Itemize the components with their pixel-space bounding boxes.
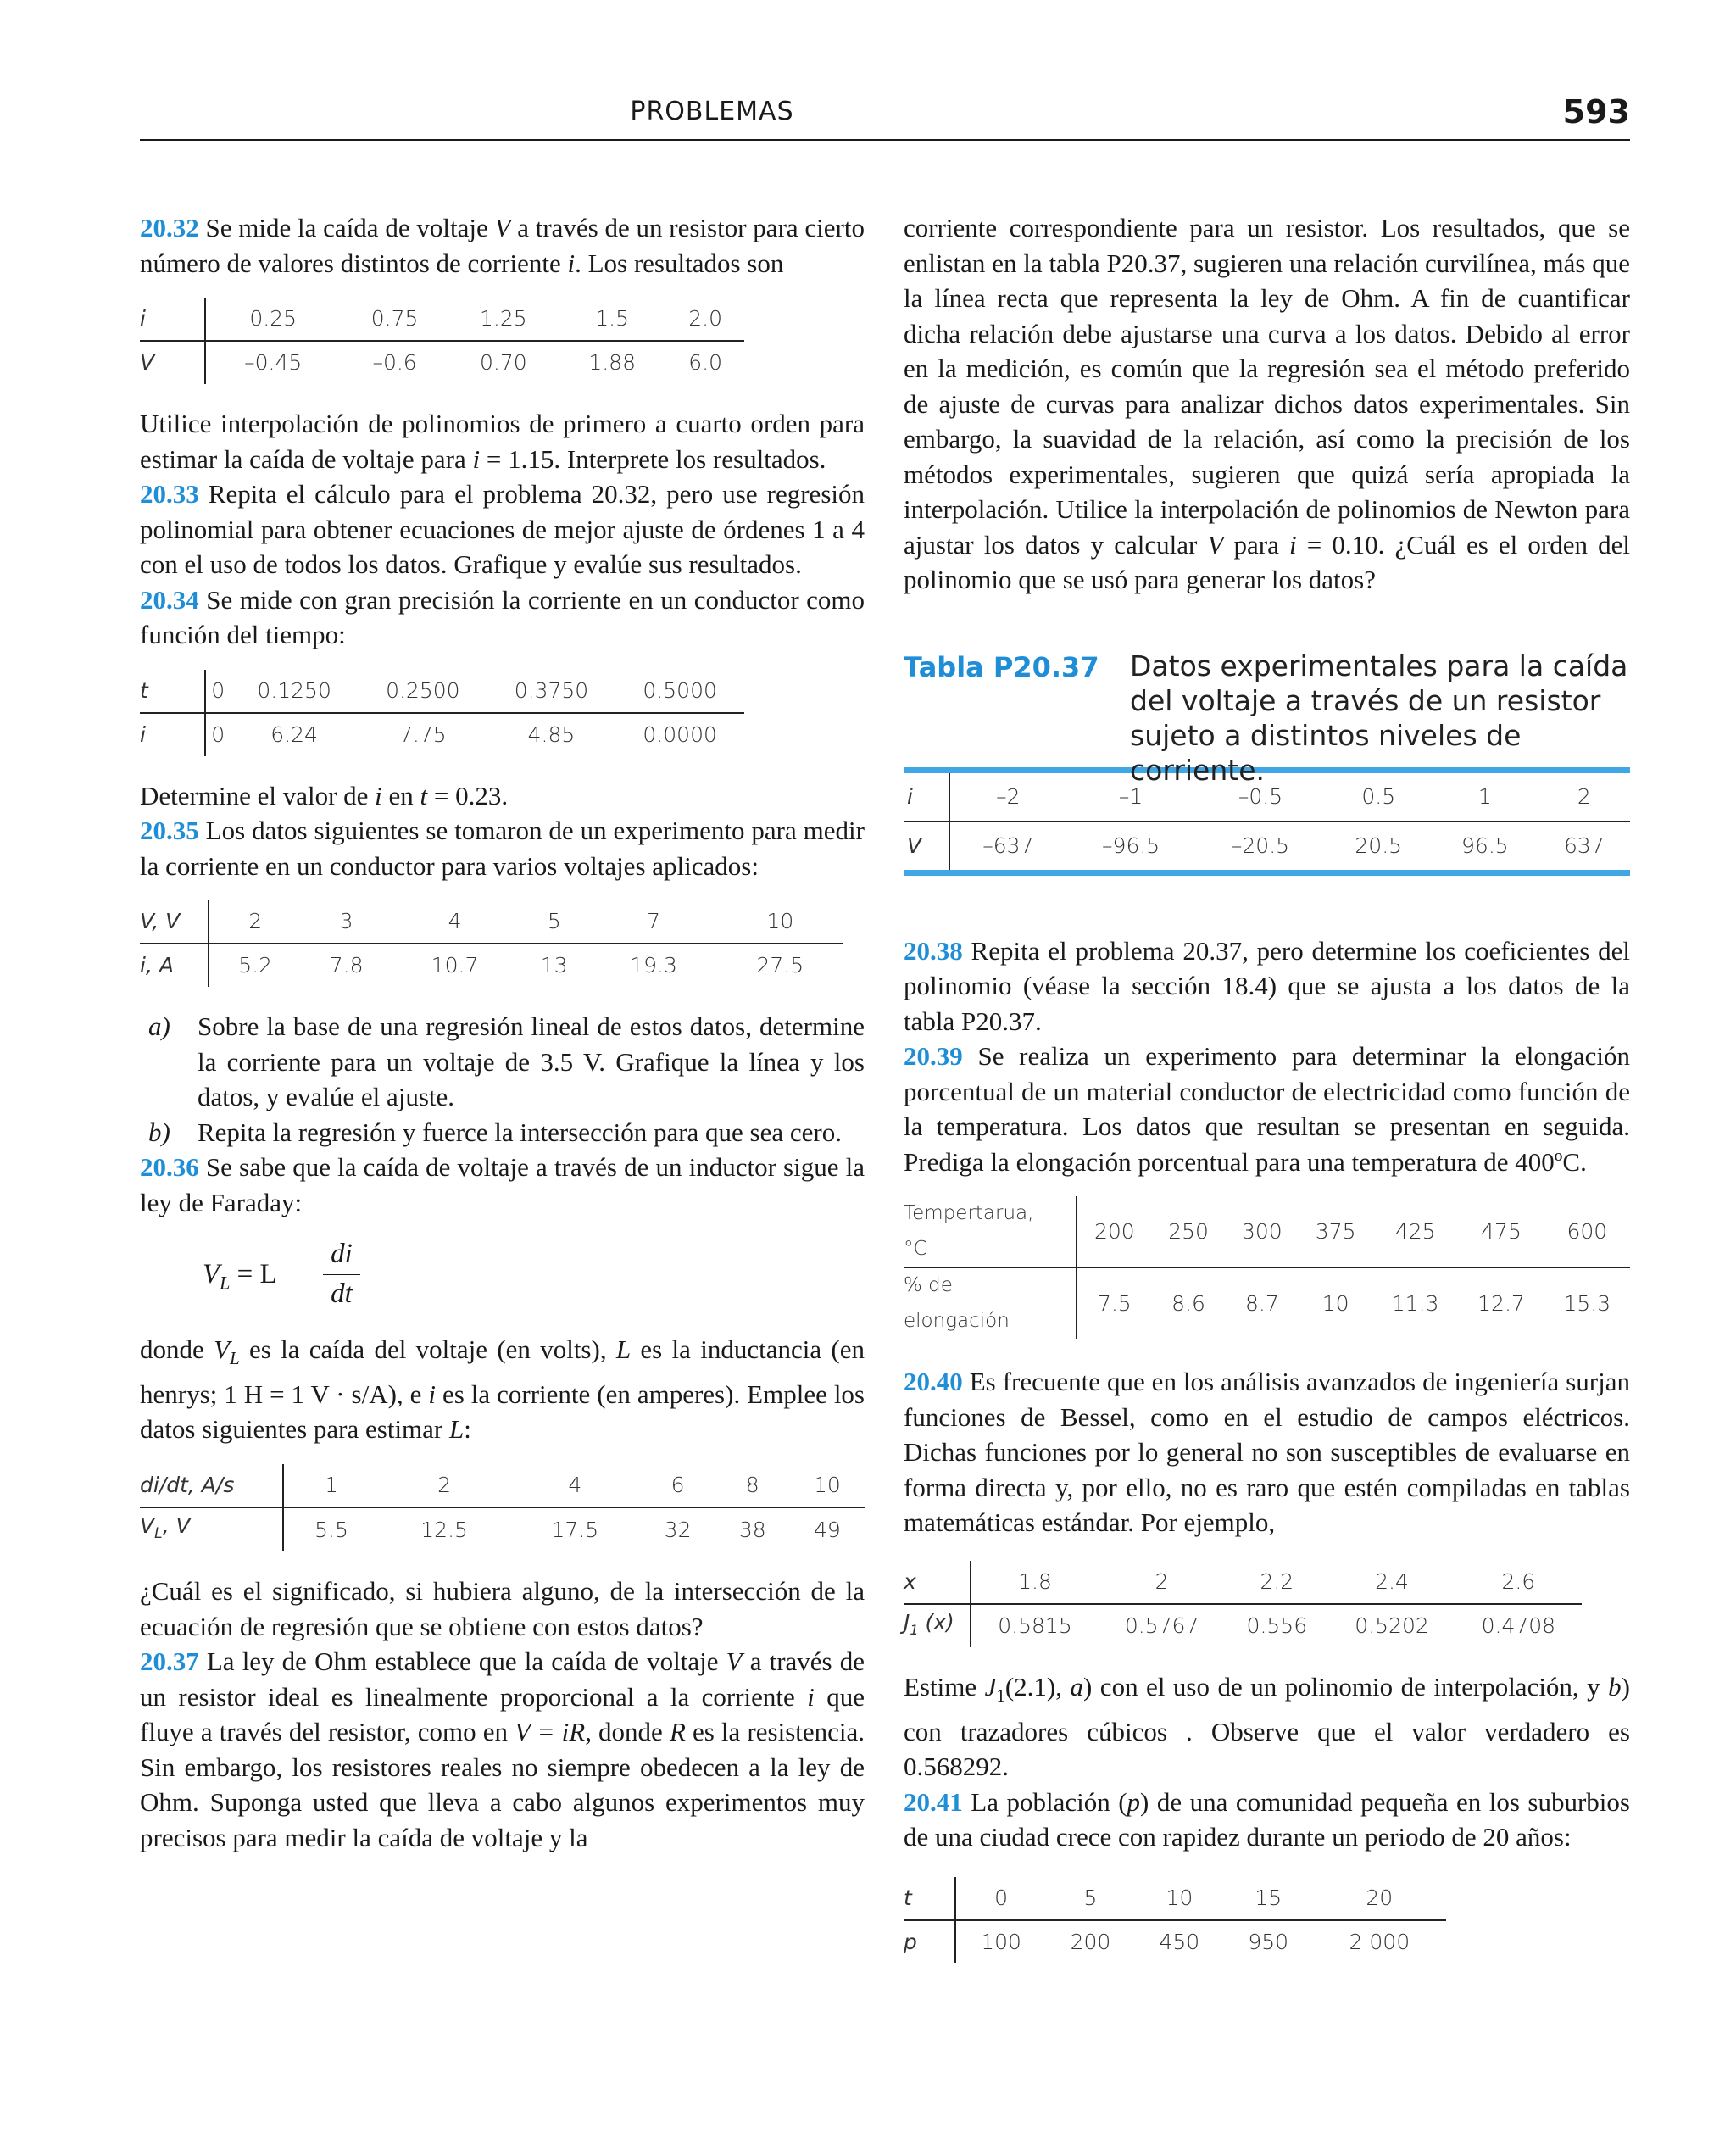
table-cell: 20.5 [1355, 833, 1403, 858]
problem-20-37-right: corriente correspondiente para un resistor. Los resultados, que se enlistan en la tabla P20.37, sugieren una relación curvilínea, más que la línea recta que representa la ley de Ohm. A fin de cuantificar dicha relación debe ajustarse una curva a los datos. Debido al error en la medición, es común que la regresión sea el método preferido de ajuste de curvas para analizar dichos datos experimentales. Sin embargo, la suavidad de la relación, así como la precisión de los métodos experimentales, sugieren que quizá sería apropiada la interpolación. Utilice la interpolación de polinomios de Newton para ajustar los datos y calcular V para i = 0.10. ¿Cuál es el orden del polinomio que se usó para generar los datos? [904, 213, 1630, 594]
table-cell: 200 [1070, 1929, 1111, 1954]
table-cell: 20 [1313, 1877, 1446, 1920]
table-cell: –0.5 [1196, 773, 1326, 822]
table-row [904, 1196, 1630, 1267]
table-row [140, 341, 744, 384]
table-cell: 250 [1152, 1196, 1226, 1267]
table-cell: 0.70 [480, 350, 527, 376]
table-cell: 2 [1538, 773, 1630, 822]
problem-20-36-question: ¿Cuál es el significado, si hubiera alguno, de la intersección de la ecuación de regresión que se obtiene con estos datos? [140, 1576, 865, 1641]
table-cell: 32 [664, 1517, 692, 1542]
table-cell: 4 [392, 900, 518, 944]
fraction: $\frac{di}{dt}$ [323, 1237, 360, 1312]
problem-number: 20.34 [140, 584, 199, 615]
table-cell: 8 [715, 1464, 790, 1507]
row-label: $J_1$ (x) [904, 1604, 971, 1648]
problem-20-37-left: 20.37 La ley de Ohm establece que la caída de voltaje V a través de un resistor ideal es linealmente proporcional a la corriente i que fluye a través del resistor, como en V = iR, donde R es la resistencia. Sin embargo, los resistores reales no siempre obedecen a la ley de Ohm. Suponga usted que lleva a cabo algunos experimentos muy precisos para medir la caída de voltaje y la [140, 1646, 865, 1852]
table-cell: –0.6 [372, 350, 417, 376]
problem-number: 20.38 [904, 935, 963, 966]
table-cell: 100 [981, 1929, 1021, 1954]
row-label: i [140, 298, 205, 341]
table-cell: 7.75 [398, 721, 447, 747]
table-20-32 [140, 298, 744, 384]
faraday-formula: $V_L = L$ $\frac{di}{dt}$ [203, 1237, 865, 1315]
row-label: V, V [140, 900, 209, 944]
table-cell: 10 [790, 1464, 865, 1507]
table-caption [904, 649, 1630, 787]
table-cell: 425 [1372, 1196, 1458, 1267]
row-label: x [904, 1561, 971, 1604]
table-cell: 0.5000 [615, 670, 744, 713]
table-cell: 0 [955, 1877, 1046, 1920]
page-header [140, 95, 1630, 141]
list-item-b: b) Repita la regresión y fuerce la intersección para que sea cero. [148, 1117, 842, 1147]
problem-20-36-explanation: donde $V_L$ es la caída del voltaje (en volts), L es la inductancia (en henrys; 1 H = 1 V · s/A), e i es la corriente (en amperes). Emplee los datos siguientes para estimar L: [140, 1334, 865, 1445]
table-cell: 2 000 [1349, 1929, 1410, 1954]
problem-20-41: 20.41 La población (p) de una comunidad pequeña en los suburbios de una ciudad crece con rapidez durante un periodo de 20 años: [904, 1786, 1630, 1852]
table-cell: 2.0 [666, 298, 744, 341]
table-row [140, 944, 843, 987]
table-cell: 0.1250 [230, 670, 359, 713]
problem-number: 20.40 [904, 1367, 963, 1396]
problem-20-35-intro: 20.35 Los datos siguientes se tomaron de un experimento para medir la corriente en un conductor para varios voltajes aplicados: [140, 816, 865, 881]
table-20-39 [904, 1196, 1630, 1339]
row-label: $V_L$, V [140, 1507, 283, 1552]
table-label: Tabla P20.37 [904, 650, 1099, 683]
table-cell: 13 [540, 953, 568, 978]
table-cell: 637 [1563, 833, 1605, 858]
table-cell: 0.5767 [1124, 1613, 1199, 1638]
table-cell: 950 [1248, 1929, 1289, 1954]
problem-20-36-intro: 20.36 Se sabe que la caída de voltaje a través de un inductor sigue la ley de Faraday: [140, 1152, 865, 1217]
table-row [904, 822, 1630, 870]
table-cell: 0.4708 [1481, 1613, 1556, 1638]
row-label: p [904, 1920, 955, 1963]
problem-20-40-question: Estime $J_1(2.1)$, a) con el uso de un polinomio de interpolación, y b) con trazadores cúbicos . Observe que el valor verdadero es 0.568292. [904, 1672, 1630, 1782]
table-20-41 [904, 1877, 1446, 1963]
table-cell: 7 [590, 900, 716, 944]
table-20-35 [140, 900, 843, 987]
table-cell: –2 [949, 773, 1066, 822]
table-cell: –0.45 [244, 350, 303, 376]
table-cell: 4 [509, 1464, 640, 1507]
table-row [904, 1267, 1630, 1339]
problem-number: 20.39 [904, 1041, 963, 1071]
table-cell: 300 [1225, 1196, 1299, 1267]
row-label: Tempertarua, °C [904, 1196, 1077, 1267]
row-label: % de elongación [904, 1267, 1077, 1339]
table-cell: 0.75 [340, 298, 448, 341]
problem-number: 20.33 [140, 479, 199, 509]
table-cell: 19.3 [630, 953, 677, 978]
problem-20-32-instructions: Utilice interpolación de polinomios de primero a cuarto orden para estimar la caída de voltaje para i = 1.15. Interprete los resultados. [140, 409, 865, 474]
table-cell: 5 [518, 900, 590, 944]
table-cell: 475 [1458, 1196, 1544, 1267]
list-item-a: a) Sobre la base de una regresión lineal de estos datos, determine la corriente para un voltaje de 3.5 V. Grafique la línea y los datos, y evalúe el ajuste. [148, 1011, 865, 1111]
table-row [140, 670, 744, 713]
table-row [140, 298, 744, 341]
table-cell: 12.7 [1477, 1290, 1525, 1316]
table-row [140, 713, 744, 756]
table-cell: 1.8 [971, 1561, 1099, 1604]
table-cell: 0.556 [1246, 1613, 1308, 1638]
table-cell: 10 [1135, 1877, 1224, 1920]
table-cell: 0 [211, 721, 225, 747]
table-cell: –96.5 [1102, 833, 1160, 858]
table-cell: 375 [1299, 1196, 1372, 1267]
table-cell: 1.25 [449, 298, 558, 341]
table-cell: 10 [1321, 1290, 1349, 1316]
table-cell: 8.7 [1244, 1290, 1279, 1316]
table-cell: 15 [1224, 1877, 1313, 1920]
row-label: V [140, 341, 205, 384]
table-cell: 1 [283, 1464, 379, 1507]
table-cell: 0.5815 [998, 1613, 1072, 1638]
table-cell: 6.0 [688, 350, 723, 376]
table-cell: 38 [738, 1517, 766, 1542]
table-cell: 2 [1099, 1561, 1225, 1604]
row-label: t [140, 670, 205, 713]
problem-number: 20.36 [140, 1152, 199, 1182]
problem-20-34-question: Determine el valor de i en t = 0.23. [140, 780, 509, 810]
table-20-36 [140, 1464, 865, 1552]
table-cell: –1 [1066, 773, 1196, 822]
table-cell: 600 [1544, 1196, 1630, 1267]
problem-number: 20.35 [140, 816, 199, 845]
table-description: Datos experimentales para la caída del voltaje a través de un resistor sujeto a distintos niveles de corriente. [1130, 649, 1628, 787]
table-cell: 0 [205, 670, 230, 713]
table-cell: 0.5 [1325, 773, 1432, 822]
table-cell: 7.5 [1097, 1290, 1132, 1316]
row-label: V [904, 822, 949, 870]
table-cell: 49 [814, 1517, 841, 1542]
table-cell: 6.24 [270, 721, 318, 747]
table-cell: 200 [1077, 1196, 1152, 1267]
left-column [140, 210, 865, 1855]
table-cell: 7.8 [329, 953, 364, 978]
problem-number: 20.37 [140, 1646, 199, 1677]
section-title: PROBLEMAS [630, 97, 794, 126]
table-cell: 10.7 [431, 953, 479, 978]
table-cell: 8.6 [1171, 1290, 1205, 1316]
table-row [904, 1920, 1446, 1963]
table-row [904, 1561, 1582, 1604]
table-cell: 27.5 [756, 953, 804, 978]
table-20-40 [904, 1561, 1582, 1648]
table-row [904, 1604, 1582, 1648]
table-cell: 450 [1159, 1929, 1200, 1954]
table-cell: 2.4 [1328, 1561, 1455, 1604]
row-label: di/dt, A/s [140, 1464, 283, 1507]
table-cell: 6 [641, 1464, 715, 1507]
table-cell: –20.5 [1231, 833, 1290, 858]
table-row [140, 1464, 865, 1507]
table-cell: 2.2 [1225, 1561, 1328, 1604]
table-cell: 0.25 [205, 298, 340, 341]
table-cell: 0.5202 [1355, 1613, 1429, 1638]
page-number: 593 [1562, 93, 1630, 131]
problem-number: 20.32 [140, 213, 199, 242]
table-cell: 0.0000 [643, 721, 717, 747]
table-cell: 0.2500 [359, 670, 487, 713]
table-row [904, 1877, 1446, 1920]
row-label: i [904, 773, 949, 822]
problem-20-38: 20.38 Repita el problema 20.37, pero determine los coeficientes del polinomio (véase la sección 18.4) que se ajusta a los datos de la tabla P20.37. [904, 935, 1630, 1036]
table-cell: 2 [209, 900, 301, 944]
table-cell: 5.2 [238, 953, 273, 978]
problem-20-33: 20.33 Repita el cálculo para el problema 20.32, pero use regresión polinomial para obtener ecuaciones de mejor ajuste de órdenes 1 a 4 con el uso de todos los datos. Grafique y evalúe sus resultados. [140, 479, 865, 579]
table-cell: 1.5 [558, 298, 666, 341]
problem-20-39: 20.39 Se realiza un experimento para determinar la elongación porcentual de un material conductor de electricidad como función de la temperatura. Los datos que resultan se presentan en seguida. Prediga la elongación porcentual para una temperatura de 400ºC. [904, 1041, 1630, 1177]
table-cell: –637 [982, 833, 1034, 858]
table-20-34 [140, 670, 744, 756]
table-cell: 1 [1432, 773, 1538, 822]
table-cell: 17.5 [551, 1517, 599, 1542]
table-row [140, 1507, 865, 1552]
table-cell: 12.5 [420, 1517, 468, 1542]
table-cell: 4.85 [527, 721, 576, 747]
table-cell: 2.6 [1455, 1561, 1582, 1604]
table-cell: 3 [301, 900, 392, 944]
table-cell: 0.3750 [487, 670, 616, 713]
table-cell: 11.3 [1391, 1290, 1439, 1316]
row-label: t [904, 1877, 955, 1920]
problem-number: 20.41 [904, 1786, 963, 1817]
problem-20-34-intro: 20.34 Se mide con gran precisión la corriente en un conductor como función del tiempo: [140, 584, 865, 649]
problem-20-32-intro: 20.32 Se mide la caída de voltaje V a través de un resistor para cierto número de valores distintos de corriente i. Los resultados son [140, 213, 865, 278]
table-cell: 5.5 [314, 1517, 348, 1542]
table-cell: 15.3 [1563, 1290, 1611, 1316]
table-cell: 10 [717, 900, 843, 944]
table-cell: 1.88 [588, 350, 636, 376]
right-column [904, 210, 1630, 1986]
table-cell: 5 [1046, 1877, 1135, 1920]
table-cell: 2 [379, 1464, 509, 1507]
row-label: i [140, 713, 205, 756]
row-label: i, A [140, 944, 209, 987]
problem-20-40: 20.40 Es frecuente que en los análisis avanzados de ingeniería surjan funciones de Bessel, como en el estudio de campos eléctricos. Dichas funciones por lo general no son susceptibles de evaluarse en forma directa y, por ello, no es raro que estén compiladas en tablas matemáticas estándar. Por ejemplo, [904, 1367, 1630, 1537]
table-cell: 96.5 [1461, 833, 1509, 858]
table-row [140, 900, 843, 944]
